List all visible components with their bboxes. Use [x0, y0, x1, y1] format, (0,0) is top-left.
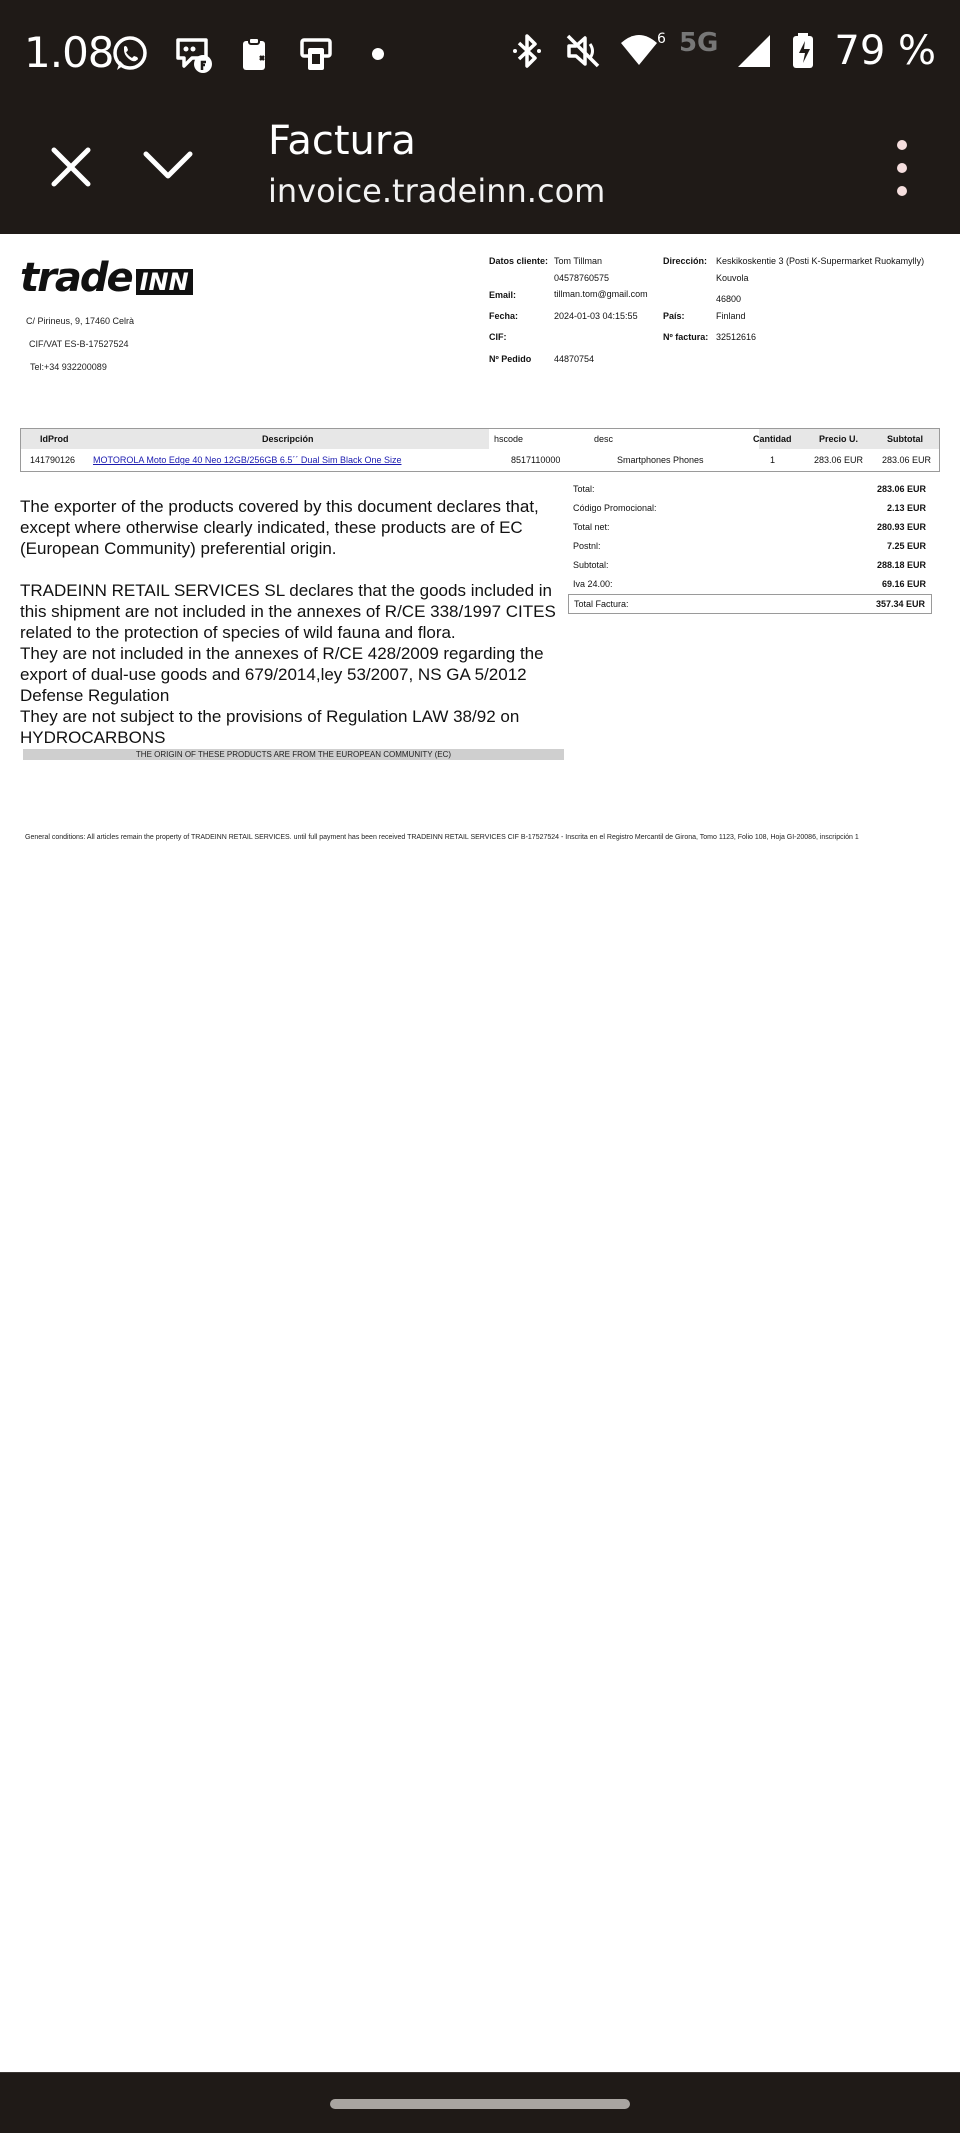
- totals-table: [568, 480, 932, 614]
- chevron-down-icon[interactable]: [140, 144, 196, 188]
- col-subtotal: Subtotal: [887, 434, 923, 444]
- row-hscode: 8517110000: [511, 455, 561, 465]
- label-fecha: Fecha:: [489, 311, 519, 321]
- row-idprod: 141790126: [30, 455, 76, 465]
- label-pedido: Nº Pedido: [489, 354, 532, 364]
- client-email: tillman.tom@gmail.com: [554, 289, 648, 299]
- close-icon[interactable]: [44, 140, 98, 194]
- col-desc: desc: [594, 434, 614, 444]
- invoice-number: 32512616: [716, 332, 757, 342]
- battery-charging-icon: [790, 31, 818, 71]
- page-title: Factura: [268, 118, 416, 164]
- col-precio: Precio U.: [819, 434, 859, 444]
- row-subtotal: 283.06 EUR: [882, 455, 932, 465]
- label-email: Email:: [489, 290, 517, 300]
- origin-banner: THE ORIGIN OF THESE PRODUCTS ARE FROM THE EUROPEAN COMMUNITY (EC): [23, 749, 564, 760]
- clipboard-icon: [234, 34, 274, 74]
- row-desc: Smartphones Phones: [617, 455, 704, 465]
- label-direccion: Dirección:: [663, 256, 708, 266]
- logo-text-inn: INN: [136, 269, 193, 295]
- mute-icon: [563, 31, 603, 71]
- col-hscode: hscode: [494, 434, 524, 444]
- total-net-row: Total net: 280.93 EUR: [573, 522, 926, 532]
- network-type: 5G: [678, 28, 719, 58]
- label-factura: Nº factura:: [663, 332, 709, 342]
- company-info: [26, 310, 134, 379]
- messenger-icon: [172, 34, 212, 74]
- product-link[interactable]: MOTOROLA Moto Edge 40 Neo 12GB/256GB 6.5´´ Dual Sim Black One Size: [93, 455, 402, 465]
- total-factura-row: Total Factura: 357.34 EUR: [568, 594, 932, 614]
- wifi-icon: [619, 31, 666, 71]
- home-gesture-handle[interactable]: [330, 2099, 630, 2109]
- col-idprod: IdProd: [40, 434, 69, 444]
- company-address: C/ Pirineus, 9, 17460 Celrà: [26, 316, 135, 326]
- svg-text:6: 6: [656, 31, 666, 47]
- logo-text-trade: trade: [20, 255, 132, 301]
- declaration-cites: TRADEINN RETAIL SERVICES SL declares that the goods included in this shipment are not included in the annexes of R/CE 338/1997 CITES related to the protection of species of wild fauna and flora. They are not included in the annexes of R/CE 428/2009 regarding the export of dual-use goods and 679/2014,ley 53/2007, NS GA 5/2012 Defense Regulation They are not subject to the provisions of Regulation LAW 38/92 on HYDROCARBONS: [20, 581, 556, 747]
- general-conditions: General conditions: All articles remain the property of TRADEINN RETAIL SERVICES. until full payment has been received TRADEINN RETAIL SERVICES CIF B-17527524 - Inscrita en el Registro Mercantil de Girona, Tomo 1123, Folio 108, Hoja GI-20086, inscripción 1: [25, 834, 859, 841]
- custom-tab-toolbar: [0, 108, 960, 234]
- items-table: [20, 428, 940, 472]
- total-row: Total: 283.06 EUR: [573, 484, 926, 494]
- label-pais: País:: [663, 311, 685, 321]
- address-line2: Kouvola: [716, 273, 749, 283]
- signal-icon: [734, 31, 774, 71]
- whatsapp-icon: [110, 34, 150, 74]
- company-cif: CIF/VAT ES-B-17527524: [29, 339, 129, 349]
- promo-row: Código Promocional: 2.13 EUR: [573, 503, 926, 513]
- row-precio: 283.06 EUR: [814, 455, 864, 465]
- page-url[interactable]: invoice.tradeinn.com: [268, 172, 606, 210]
- notification-icons: [110, 34, 398, 74]
- status-time: 1.08: [24, 28, 114, 77]
- label-cif: CIF:: [489, 332, 507, 342]
- navigation-bar: [0, 2073, 960, 2133]
- more-options-icon[interactable]: [892, 140, 912, 196]
- client-phone: 04578760575: [554, 273, 610, 283]
- items-table-header: [21, 429, 939, 449]
- label-datos-cliente: Datos cliente:: [489, 256, 549, 266]
- status-bar: [0, 0, 960, 108]
- dot-icon: [358, 34, 398, 74]
- company-tel: Tel:+34 932200089: [30, 362, 107, 372]
- postcode: 46800: [716, 294, 742, 304]
- bluetooth-icon: [507, 31, 547, 71]
- cast-icon: [296, 34, 336, 74]
- battery-percent: 79 %: [834, 28, 936, 74]
- subtotal-row: Subtotal: 288.18 EUR: [573, 560, 926, 570]
- col-cantidad: Cantidad: [753, 434, 792, 444]
- col-descripcion: Descripción: [262, 434, 314, 444]
- vat-row: Iva 24.00: 69.16 EUR: [573, 579, 926, 589]
- invoice-date: 2024-01-03 04:15:55: [554, 311, 638, 321]
- export-declarations: [20, 496, 560, 748]
- address-line1: Keskikoskentie 3 (Posti K-Supermarket Ruokamylly): [716, 256, 925, 266]
- country: Finland: [716, 311, 746, 321]
- tradeinn-logo: [20, 254, 193, 301]
- declaration-origin: The exporter of the products covered by this document declares that, except where otherwise clearly indicated, these products are of EC (European Community) preferential origin.: [20, 497, 539, 558]
- client-name: Tom Tillman: [554, 256, 603, 266]
- order-number: 44870754: [554, 354, 595, 364]
- shipping-row: Postnl: 7.25 EUR: [573, 541, 926, 551]
- row-cantidad: 1: [770, 455, 776, 465]
- system-icons: [507, 28, 936, 74]
